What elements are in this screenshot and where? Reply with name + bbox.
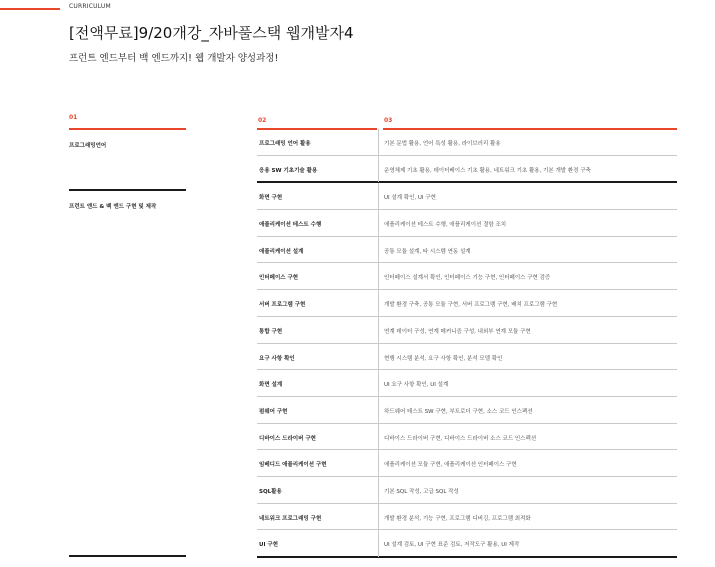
table-row (257, 450, 677, 477)
module-name: 화면 구현 (259, 195, 283, 202)
table-row (257, 317, 677, 344)
table-row (257, 210, 677, 237)
module-name: 인터페이스 구현 (259, 275, 299, 282)
module-name: 애플리케이션 설계 (259, 248, 304, 255)
column-number-01: 01 (69, 114, 78, 121)
section-eyebrow: CURRICULUM (69, 3, 111, 10)
module-detail: 운영체제 기초 활용, 데이터베이스 기초 활용, 네트워크 기초 활용, 기본 개발 환경 구축 (384, 167, 591, 174)
column-number-03: 03 (384, 117, 393, 124)
module-detail: 개발 환경 분석, 기능 구현, 프로그램 디버깅, 프로그램 최적화 (384, 515, 531, 522)
module-detail: 하드웨어 테스트 SW 구현, 부트로더 구현, 소스 코드 인스펙션 (384, 408, 533, 415)
module-name: 요구 사항 확인 (259, 355, 295, 362)
table-row (257, 290, 677, 317)
page-subtitle: 프런트 엔드부터 백 엔드까지! 웹 개발자 양성과정! (69, 53, 279, 64)
module-detail: 디바이스 드라이버 구현, 디바이스 드라이버 소스 코드 인스펙션 (384, 435, 537, 442)
module-detail: 기본 문법 활용, 언어 특성 활용, 라이브러리 활용 (384, 141, 501, 147)
module-name: 펌웨어 구현 (259, 408, 288, 415)
module-detail: 기본 SQL 작성, 고급 SQL 작성 (384, 488, 459, 495)
module-name: 디바이스 드라이버 구현 (259, 435, 316, 442)
table-row (257, 129, 677, 156)
module-detail: 연계 데이터 구성, 연계 메커니즘 구성, 내외부 연계 모듈 구현 (384, 328, 531, 335)
module-name: 서버 프로그램 구현 (259, 302, 306, 309)
table-row (257, 156, 677, 184)
category-label: 프런트 엔드 & 백 엔드 구현 및 제작 (69, 204, 157, 210)
table-row (257, 530, 677, 558)
module-detail: 개발 환경 구축, 공통 모듈 구현, 서버 프로그램 구현, 배치 프로그램 구현 (384, 302, 558, 309)
table-row (257, 397, 677, 424)
module-detail: 애플리케이션 테스트 수행, 애플리케이션 결함 조치 (384, 222, 507, 229)
module-name: 통합 구현 (259, 328, 283, 335)
module-name: SQL활용 (259, 488, 282, 495)
table-row (257, 504, 677, 531)
module-detail: 현행 시스템 분석, 요구 사항 확인, 분석 모델 확인 (384, 355, 503, 362)
table-row (257, 424, 677, 451)
module-name: UI 구현 (259, 542, 279, 549)
page-title: [전액무료]9/20개강_자바풀스택 웹개발자4 (69, 24, 354, 42)
table-row (257, 183, 677, 210)
module-detail: UI 요구 사항 확인, UI 설계 (384, 382, 449, 389)
column-number-02: 02 (258, 117, 267, 124)
module-name: 응용 SW 기초기술 활용 (259, 167, 318, 174)
table-row (257, 477, 677, 504)
module-name: 프로그래밍 언어 활용 (259, 141, 311, 147)
table-row (257, 344, 677, 371)
module-name: 애플리케이션 테스트 수행 (259, 222, 322, 229)
module-detail: 인터페이스 설계서 확인, 인터페이스 기능 구현, 인터페이스 구현 검증 (384, 275, 551, 282)
module-detail: UI 설계 검토, UI 구현 표준 검토, 저작도구 활용, UI 제작 (384, 542, 520, 549)
module-detail: 공통 모듈 설계, 타 시스템 연동 설계 (384, 248, 471, 255)
header-accent-rule (0, 8, 60, 10)
category-divider (69, 189, 186, 191)
column-01-accent-rule (69, 128, 186, 130)
table-row (257, 237, 677, 264)
module-detail: 애플리케이션 모듈 구현, 애플리케이션 인터페이스 구현 (384, 462, 517, 469)
category-bottom-rule (69, 555, 186, 557)
table-row (257, 263, 677, 290)
curriculum-table (257, 129, 677, 558)
module-name: 임베디드 애플리케이션 구현 (259, 462, 327, 469)
module-name: 화면 설계 (259, 382, 283, 389)
table-row (257, 370, 677, 397)
module-name: 네트워크 프로그래밍 구현 (259, 515, 322, 522)
module-detail: UI 설계 확인, UI 구현 (384, 195, 436, 202)
category-label: 프로그래밍언어 (69, 143, 107, 149)
